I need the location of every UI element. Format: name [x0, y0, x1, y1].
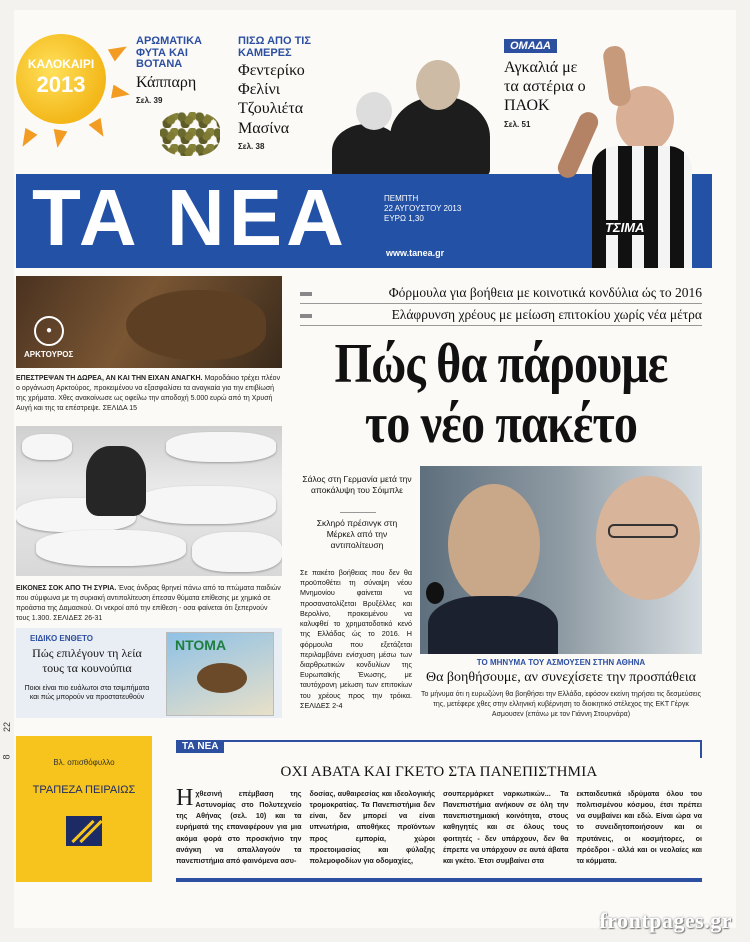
sun-ray	[111, 85, 131, 102]
jersey-sponsor: ΤΣΙΜΑ	[602, 220, 647, 235]
capers-image	[160, 112, 220, 156]
photo-kicker: ΤΟ ΜΗΝΥΜΑ ΤΟΥ ΑΣΜΟΥΣΕΝ ΣΤΗΝ ΑΘΗΝΑ	[476, 658, 646, 667]
editorial-headline[interactable]: ΟΧΙ ΑΒΑΤΑ ΚΑΙ ΓΚΕΤΟ ΣΤΑ ΠΑΝΕΠΙΣΤΗΜΙΑ	[280, 764, 598, 780]
editorial-column-4: εκπαιδευτικά ιδρύματα όλου του πολιτισμένου κόσμου, έτσι πρέπει να συμβαίνει και εδώ. Είναι ώρα να το συνειδητοποιήσουν και οι πρυτάνεις, οι κοσμήτορες, οι πρόεδροι - αλλά και οι νεολαίες και τα κόμματα.	[576, 789, 702, 865]
sun-ray	[51, 129, 68, 149]
editorial-column-1	[176, 785, 302, 866]
insert-subtitle: Ποιοι είναι πιο ευάλωτοι στα τσιμπήματα και πώς μπορούν να προστατευθούν	[24, 685, 150, 702]
teaser-capers[interactable]	[136, 36, 232, 105]
summer-year: 2013	[36, 72, 86, 97]
insert-kicker: ΕΙΔΙΚΟ ΕΝΘΕΤΟ	[30, 634, 94, 643]
bank-logo-icon	[66, 816, 102, 846]
special-insert-box[interactable]	[16, 628, 282, 718]
subhead-1[interactable]: Φόρμουλα για βοήθεια με κοινοτικά κονδύλια ώς το 2016	[300, 286, 702, 304]
margin-number: 22	[2, 721, 13, 733]
sun-ray	[88, 118, 109, 141]
caption-text: Μαροδάκιο τρέχει πλέον ο οργάνωση Αρκτούρος, προκειμένου να εξασφαλίσει τα αναγκαία για την επιβίωσή της χρήματα. Χθες ανακοίνωσε ως οφείλω την αποδοχή 5.000 ευρώ από τη Χρυσή Αυγή και της τα επέστρεψε. ΣΕΛΙΔΑ 15	[16, 375, 281, 413]
main-story-body: Σε πακέτο βοήθειας που δεν θα προϋποθέτει τη σύναψη νέου Μνημονίου φαίνεται να προσανατολίζεται Βρυξέλλες και Βερολίνο, προκειμένου να καλυφθεί το χρηματοδοτικό κενό της Ελλάδας ώς το 2016. Η φόρμουλα που εξετάζεται περιλαμβάνει ενίσχυση μέσω των διαρθρωτικών κονδυλίων της Ευρωπαϊκής Ένωσης, με ταυτόχρονη μείωση των επιτοκίων του χρέους προς την τρόικα. ΣΕΛΙΔΕΣ 2-4	[300, 568, 412, 710]
teaser-kicker: ΟΜΑΔΑ	[504, 39, 557, 53]
newspaper-logo[interactable]: ΤΑ ΝΕΑ	[32, 173, 348, 262]
teaser-kicker: ΑΡΩΜΑΤΙΚΑ ΦΥΤΑ ΚΑΙ ΒΟΤΑΝΑ	[136, 35, 202, 71]
sun-ray	[108, 40, 131, 61]
magazine-title: ΝΤΟΜΑ	[175, 637, 227, 653]
editorial-bottom-rule	[176, 878, 702, 882]
microphone-icon	[426, 582, 444, 604]
bear-caption	[16, 374, 282, 415]
bank-name: ΤΡΑΠΕΖΑ ΠΕΙΡΑΙΩΣ	[32, 784, 136, 796]
syria-photo	[16, 426, 282, 576]
teaser-page: Σελ. 51	[504, 119, 531, 129]
insert-title: Πώς επιλέγουν τη λεία τους τα κουνούπια	[32, 646, 142, 675]
shroud	[136, 486, 276, 524]
mosquito-image	[197, 663, 247, 693]
deck-2: Σκληρό πρέσινγκ στη Μέρκελ από την αντιπολίτευση	[316, 518, 398, 551]
caption-lead: ΕΙΚΟΝΕΣ ΣΟΚ ΑΠΟ ΤΗ ΣΥΡΙΑ.	[16, 585, 117, 592]
editorial-tag: ΤΑ ΝΕΑ	[176, 740, 224, 753]
deck-divider	[340, 512, 376, 513]
glasses	[608, 524, 678, 538]
editorial-column-3: σουπερμάρκετ ναρκωτικών... Τα Πανεπιστήμια ανήκουν σε όλη την πανεπιστημιακή κοινότητα, στους καθηγητές και σε όλους τους φοιτητές - δεν υπάρχουν, δεν θα έπρεπε να υπάρχουν σε αυτά άβατα και γκέτο. Έτσι συμβαίνει στα	[443, 789, 569, 865]
weekday: ΠΕΜΠΤΗ	[384, 194, 419, 203]
arcturos-label: ΑΡΚΤΟΥΡΟΣ	[24, 350, 74, 359]
face-stournaras	[448, 484, 540, 604]
insert-magazine-cover	[166, 632, 274, 716]
fellini-masina-photo	[332, 56, 492, 176]
striped-jersey	[592, 146, 692, 268]
teaser-page: Σελ. 39	[136, 95, 163, 105]
teaser-page: Σελ. 38	[238, 141, 265, 151]
teaser-headline: Φεντερίκο Φελίνι Τζουλιέτα Μασίνα	[238, 62, 305, 137]
suit	[428, 596, 558, 654]
face	[356, 92, 392, 130]
margin-number: 8	[1, 754, 12, 760]
bear-head	[126, 290, 266, 360]
caption-text: Ένας άνδρας θρηνεί πάνω από τα πτώματα παιδιών που σύμφωνα με τη συριακή αντιπολίτευση έπεσαν θύματα επίθεσης με χημικά σε προάστια της Δαμασκού. Οι νεκροί από την επίθεση - οσα φαίνεται ότι ξεπερνούν τους 1.300. ΣΕΛΙΔΕΣ 26-31	[16, 585, 281, 623]
ad-small-text: Βλ. οπισθόφυλλο	[53, 758, 115, 767]
drop-cap: Η	[176, 785, 194, 811]
watermark: frontpages.gr	[599, 908, 732, 933]
editorial-column-2: δοσίας, αυθαιρεσίας και ιδεολογικής τρομοκρατίας. Τα Πανεπιστήμια δεν είναι, δεν μπορεί να είναι υπνωτήρια, αποθήκες προϊόντων προς εμπορία, χώροι προετοιμασίας και φύλαξης πολεμοφοδίων για οδομαχίες,	[309, 789, 435, 865]
headline-line-2: το νέο πακέτο	[364, 393, 638, 456]
dateline	[384, 194, 461, 224]
shroud	[166, 432, 276, 462]
teaser-kicker: ΠΙΣΩ ΑΠΟ ΤΙΣ ΚΑΜΕΡΕΣ	[238, 35, 311, 59]
bear-photo	[16, 276, 282, 368]
face-asmussen	[596, 476, 700, 600]
caption-lead: ΕΠΕΣΤΡΕΨΑΝ ΤΗ ΔΩΡΕΑ, ΑΝ ΚΑΙ ΤΗΝ ΕΙΧΑΝ ΑΝΑΓΚΗ.	[16, 375, 203, 382]
summer-label: ΚΑΛΟΚΑΙΡΙ	[27, 57, 95, 71]
teaser-headline: Αγκαλιά με τα αστέρια ο ΠΑΟΚ	[504, 59, 586, 115]
teaser-headline: Κάππαρη	[136, 73, 197, 91]
raised-arm	[602, 45, 632, 107]
shroud	[192, 532, 282, 572]
shroud	[22, 434, 72, 460]
editorial-frame	[176, 740, 702, 758]
mourning-man	[86, 446, 146, 516]
photo-headline[interactable]: Θα βοηθήσουμε, αν συνεχίσετε την προσπάθεια	[425, 670, 696, 685]
main-story-photo	[420, 466, 702, 654]
face	[416, 60, 460, 110]
price: ΕΥΡΩ 1,30	[384, 214, 424, 223]
sun-ray	[16, 128, 37, 151]
deck-1: Σάλος στη Γερμανία μετά την αποκάλυψη του Σόιμπλε	[302, 474, 412, 496]
paw-icon: ●	[34, 316, 64, 346]
piraeus-bank-ad[interactable]	[16, 736, 152, 882]
date: 22 ΑΥΓΟΥΣΤΟΥ 2013	[384, 204, 462, 213]
main-headline[interactable]	[328, 334, 674, 455]
teaser-fellini[interactable]	[238, 36, 334, 151]
editorial-body	[176, 785, 702, 866]
shroud	[36, 530, 186, 566]
masthead	[16, 34, 712, 268]
column-text: χθεσινή επέμβαση της Αστυνομίας στο Πολυτεχνείο της Αθήνας (σελ. 10) και τα ευρήματά της επαναφέρουν για μια ακόμα φορά στο προσκήνιο την ανάγκη να απαλλαγούν τα πανεπιστήμια από φαινόμενα ασυ-	[176, 789, 302, 865]
syria-caption	[16, 584, 282, 625]
headline-line-1: Πώς θα πάρουμε	[334, 333, 668, 395]
site-url[interactable]: www.tanea.gr	[386, 248, 445, 258]
photo-caption: Το μήνυμα ότι η ευρωζώνη θα βοηθήσει την Ελλάδα, εφόσον εκείνη τηρήσει τις δεσμεύσεις της, μετέφερε χθες στην ελληνική κυβέρνηση το διοικητικό στέλεχος της ΕΚΤ Γέργκ Ασμουσεν (επάνω με τον Γιάννη Στουρνάρα)	[421, 691, 701, 718]
paok-player-photo	[566, 44, 706, 268]
subhead-2[interactable]: Ελάφρυνση χρέους με μείωση επιτοκίου χωρίς νέα μέτρα	[300, 308, 702, 326]
